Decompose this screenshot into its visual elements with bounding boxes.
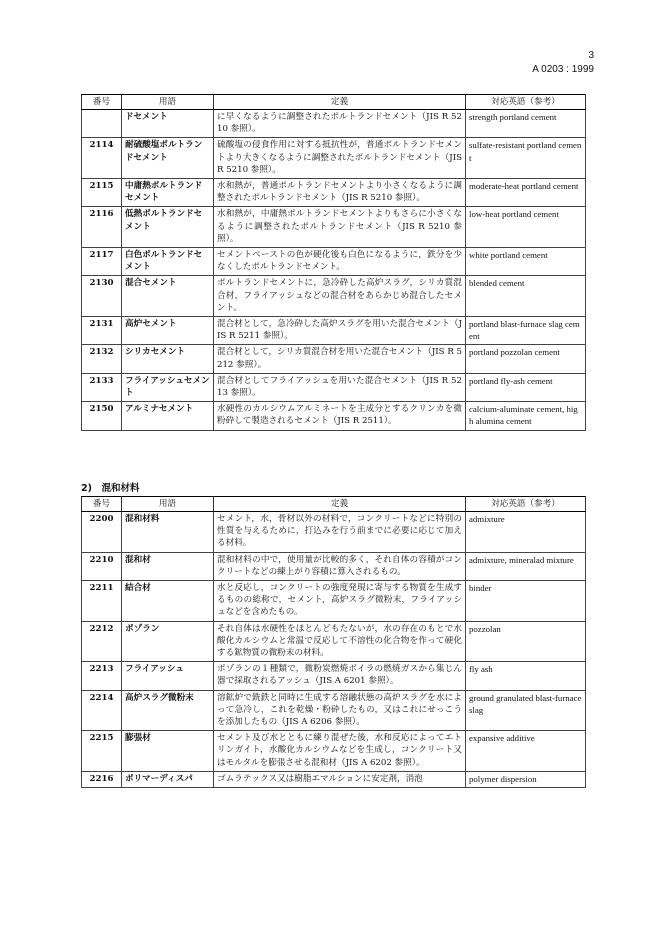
term-definition: ポルトランドセメントに，急冷砕した高炉スラグ，シリカ質混合材，フライアッシュなどの混合材をあらかじめ混合したセメント。 [214,276,466,317]
table-row [82,402,586,430]
table-row [82,345,586,373]
term-name: 混和材料 [122,512,214,553]
term-number: 2216 [82,771,122,787]
term-number: 2130 [82,276,122,317]
table-header-row [82,95,586,110]
table-row [82,552,586,580]
table-row [82,179,586,207]
page-number: 3 [588,50,594,61]
term-name: アルミナセメント [122,402,214,430]
term-number: 2211 [82,581,122,622]
term-english: admixture [466,512,586,553]
term-english: sulfate-resistant portland cement [466,138,586,179]
col-header-number: 番号 [82,95,122,110]
term-english: strength portland cement [466,110,586,138]
col-header-definition: 定義 [214,95,466,110]
term-definition: それ自体は水硬性をほとんどもたないが，水の存在のもとで水酸化カルシウムと常温で反応して不溶性の化合物を作って硬化する鉱物質の微粉末の材料。 [214,621,466,662]
term-name: フライアッシュセメント [122,373,214,401]
term-number: 2116 [82,207,122,248]
term-number: 2150 [82,402,122,430]
term-definition: 混合材として，急冷砕した高炉スラグを用いた混合セメント（JIS R 5211 参照）。 [214,317,466,345]
term-english: pozzolan [466,621,586,662]
term-english: blended cement [466,276,586,317]
col-header-english: 対応英語（参考） [466,95,586,110]
table-row [82,662,586,690]
term-name: 高炉スラグ微粉末 [122,690,214,731]
term-name: シリカセメント [122,345,214,373]
document-code: A 0203 : 1999 [532,64,594,75]
term-definition: 水と反応し，コンクリートの強度発現に寄与する物質を生成するものの総称で，セメント，高炉スラグ微粉末，フライアッシュなどを含めたもの。 [214,581,466,622]
term-definition: 混合材として，シリカ質混合材を用いた混合セメント（JIS R 5212 参照）。 [214,345,466,373]
term-definition: に早くなるように調整されたポルトランドセメント（JIS R 5210 参照）。 [214,110,466,138]
term-definition: 混合材としてフライアッシュを用いた混合セメント（JIS R 5213 参照）。 [214,373,466,401]
term-name: 白色ポルトランドセメント [122,248,214,276]
term-name: 低熱ポルトランドセメント [122,207,214,248]
term-name: ポリマーディスパ [122,771,214,787]
col-header-term: 用語 [122,497,214,512]
term-name: 中庸熱ポルトランドセメント [122,179,214,207]
term-number: 2131 [82,317,122,345]
table-row [82,317,586,345]
term-number: 2115 [82,179,122,207]
term-number: 2117 [82,248,122,276]
term-name: ポゾラン [122,621,214,662]
term-number: 2215 [82,731,122,772]
table-row [82,138,586,179]
term-english: ground granulated blast-furnace slag [466,690,586,731]
term-english: white portland cement [466,248,586,276]
term-english: portland fly-ash cement [466,373,586,401]
term-definition: セメントペーストの色が硬化後も白色になるように，鉄分を少なくしたポルトランドセメント。 [214,248,466,276]
term-definition: 水硬性のカルシウムアルミネートを主成分とするクリンカを微粉砕して製造されるセメント（JIS R 2511）。 [214,402,466,430]
term-english: calcium-aluminate cement, high alumina cement [466,402,586,430]
term-number: 2210 [82,552,122,580]
table-row [82,207,586,248]
term-number: 2133 [82,373,122,401]
term-definition: セメント及び水とともに練り混ぜた後，水和反応によってエトリンガイト，水酸化カルシウムなどを生成し，コンクリート又はモルタルを膨張させる混和材（JIS A 6202 参照）。 [214,731,466,772]
term-number: 2213 [82,662,122,690]
col-header-term: 用語 [122,95,214,110]
terms-table-admixtures [81,496,586,788]
term-name: 耐硫酸塩ポルトランドセメント [122,138,214,179]
table-row [82,581,586,622]
table-row [82,512,586,553]
term-name: フライアッシュ [122,662,214,690]
term-english: expansive additive [466,731,586,772]
term-english: binder [466,581,586,622]
col-header-english: 対応英語（参考） [466,497,586,512]
term-english: admixture, mineralad mixture [466,552,586,580]
term-definition: ゴムラテックス又は樹脂エマルションに安定剤，消泡 [214,771,466,787]
term-number: 2212 [82,621,122,662]
section-title-admixtures: 2) 混和材料 [81,483,140,494]
table-row [82,373,586,401]
term-english: polymer dispersion [466,771,586,787]
term-english: fly ash [466,662,586,690]
table-header-row [82,497,586,512]
term-definition: 硫酸塩の侵食作用に対する抵抗性が，普通ポルトランドセメントより大きくなるように調整されたポルトランドセメント（JIS R 5210 参照）。 [214,138,466,179]
table-row [82,621,586,662]
table-row [82,276,586,317]
col-header-number: 番号 [82,497,122,512]
term-name: 混和材 [122,552,214,580]
term-number: 2214 [82,690,122,731]
term-name: ドセメント [122,110,214,138]
term-number [82,110,122,138]
term-english: low-heat portland cement [466,207,586,248]
term-definition: 水和熱が，中庸熱ポルトランドセメントよりもさらに小さくなるように調整されたポルトランドセメント（JIS R 5210 参照）。 [214,207,466,248]
col-header-definition: 定義 [214,497,466,512]
table-row [82,690,586,731]
term-name: 高炉セメント [122,317,214,345]
term-number: 2114 [82,138,122,179]
term-english: moderate-heat portland cement [466,179,586,207]
terms-table-cement [81,94,586,431]
term-english: portland blast-furnace slag cement [466,317,586,345]
term-english: portland pozzolan cement [466,345,586,373]
term-name: 混合セメント [122,276,214,317]
term-number: 2200 [82,512,122,553]
term-definition: セメント，水，骨材以外の材料で，コンクリートなどに特別の性質を与えるために，打込みを行う前までに必要に応じて加える材料。 [214,512,466,553]
term-definition: 溶鉱炉で銑鉄と同時に生成する溶融状態の高炉スラグを水によって急冷し，これを乾燥・粉砕したもの，又はこれにせっこうを添加したもの（JIS A 6206 参照）。 [214,690,466,731]
term-name: 膨張材 [122,731,214,772]
table-row [82,771,586,787]
term-definition: 水和熱が，普通ポルトランドセメントより小さくなるように調整されたポルトランドセメント（JIS R 5210 参照）。 [214,179,466,207]
term-definition: 混和材料の中で，使用量が比較的多く，それ自体の容積がコンクリートなどの練上がり容積に算入されるもの。 [214,552,466,580]
table-row [82,110,586,138]
table-row [82,731,586,772]
table-row [82,248,586,276]
term-number: 2132 [82,345,122,373]
term-name: 結合材 [122,581,214,622]
term-definition: ポゾランの１種類で，微粉炭燃焼ボイラの燃焼ガスから集じん器で採取されるアッシュ（JIS A 6201 参照）。 [214,662,466,690]
